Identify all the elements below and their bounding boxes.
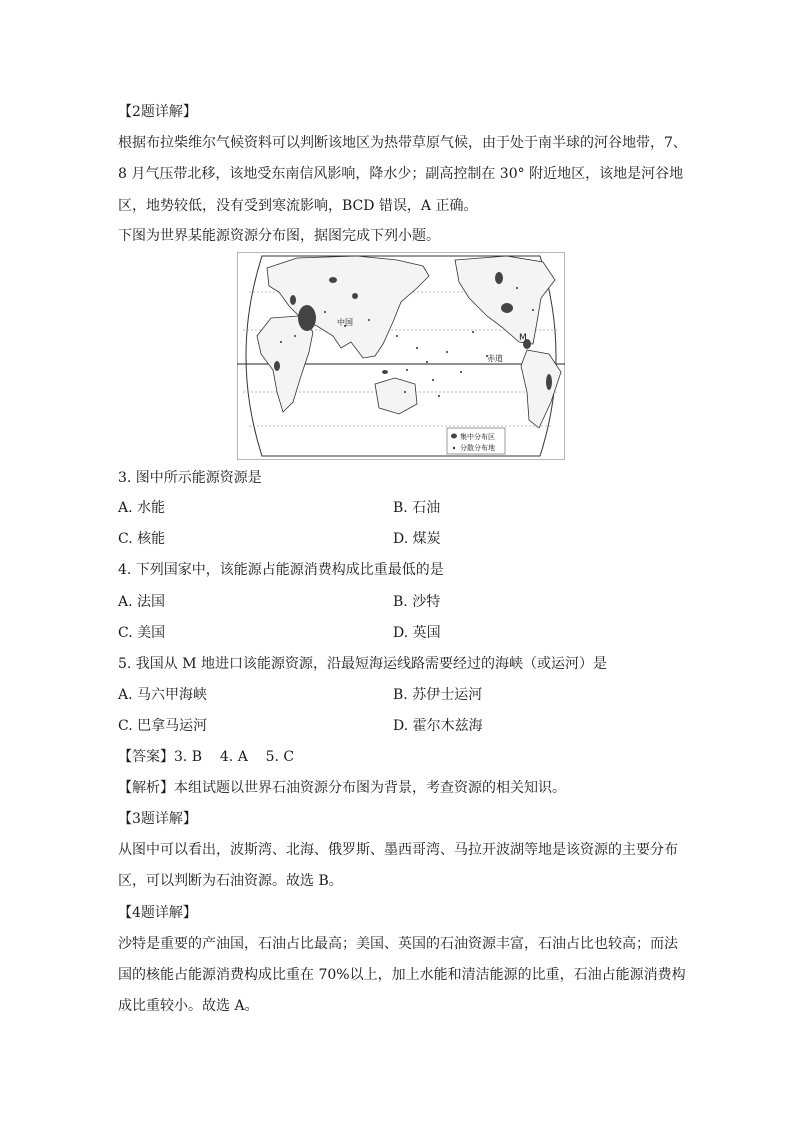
legend-scattered-swatch	[453, 447, 455, 449]
sec3-line-1: 从图中可以看出，波斯湾、北海、俄罗斯、墨西哥湾、马拉开波湖等地是该资源的主要分布	[118, 842, 678, 858]
q3-option-a: A. 水能	[118, 500, 166, 516]
sec4-heading: 【4题详解】	[118, 905, 197, 921]
q3-option-c: C. 核能	[118, 531, 166, 547]
q4-stem: 4. 下列国家中，该能源占能源消费构成比重最低的是	[118, 562, 444, 578]
legend-concentrated-label: 集中分布区	[460, 433, 495, 441]
analysis-line: 【解析】本组试题以世界石油资源分布图为背景，考查资源的相关知识。	[118, 780, 566, 796]
q3-stem: 3. 图中所示能源资源是	[118, 470, 262, 486]
q3-option-d: D. 煤炭	[393, 531, 441, 547]
label-m: M	[519, 333, 527, 343]
sec4-line-2: 国的核能占能源消费构成比重在 70%以上，加上水能和清洁能源的比重，石油占能源消费构	[118, 967, 686, 983]
q5-option-b: B. 苏伊士运河	[393, 687, 483, 703]
sec3-heading: 【3题详解】	[118, 811, 197, 827]
q5-stem: 5. 我国从 M 地进口该能源资源，沿最短海运线路需要经过的海峡（或运河）是	[118, 656, 608, 672]
legend-scattered-label: 分散分布地	[460, 444, 495, 452]
sec4-line-3: 成比重较小。故选 A。	[118, 998, 259, 1014]
sec4-line-1: 沙特是重要的产油国，石油占比最高；美国、英国的石油资源丰富，石油占比也较高；而法	[118, 936, 678, 952]
label-china: 中国	[337, 318, 353, 327]
world-energy-map	[237, 252, 565, 460]
q5-option-d: D. 霍尔木兹海	[393, 718, 483, 734]
q4-option-d: D. 英国	[393, 625, 441, 641]
q4-option-c: C. 美国	[118, 625, 166, 641]
sec2-line-1: 根据布拉柴维尔气候资料可以判断该地区为热带草原气候，由于处于南半球的河谷地带，7、	[118, 135, 687, 151]
sec2-heading: 【2题详解】	[118, 104, 197, 120]
q5-option-c: C. 巴拿马运河	[118, 718, 208, 734]
q3-option-b: B. 石油	[393, 500, 441, 516]
answer-line: 【答案】3. B 4. A 5. C	[118, 749, 295, 765]
sec3-line-2: 区，可以判断为石油资源。故选 B。	[118, 873, 343, 889]
q4-option-a: A. 法国	[118, 594, 166, 610]
sec2-line-3: 区，地势较低，没有受到寒流影响，BCD 错误，A 正确。	[118, 198, 478, 214]
map-intro: 下图为世界某能源资源分布图，据图完成下列小题。	[118, 228, 440, 244]
label-equator: 赤道	[487, 354, 503, 363]
sec2-line-2: 8 月气压带北移，该地受东南信风影响，降水少；副高控制在 30° 附近地区，该地是河谷地	[118, 166, 684, 182]
legend-concentrated-swatch	[451, 434, 457, 439]
q5-option-a: A. 马六甲海峡	[118, 687, 208, 703]
q4-option-b: B. 沙特	[393, 594, 441, 610]
